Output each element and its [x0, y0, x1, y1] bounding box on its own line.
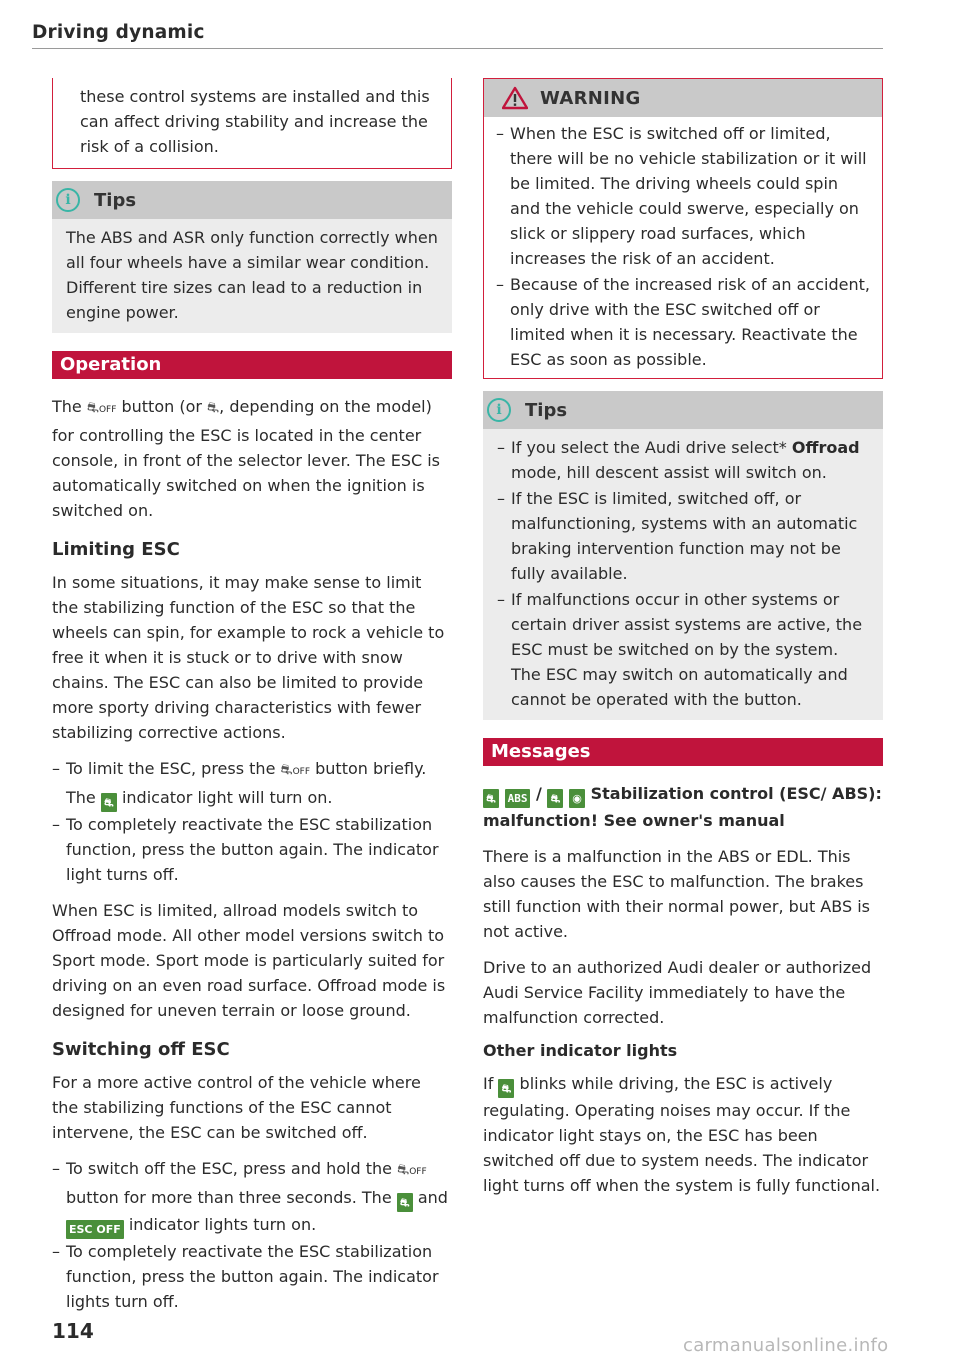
esc-off-indicator: ESC OFF: [66, 1220, 124, 1239]
list-item: – To completely reactivate the ESC stabilization function, press the button again. The indicator lights turn off.: [52, 1239, 452, 1314]
right-column: [483, 78, 883, 1209]
heading-limiting-esc: Limiting ESC: [52, 539, 180, 560]
esc-car-icon: ⛐: [86, 400, 99, 416]
message-title: ⛐ ABS / ⛐ ◉ Stabilization control (ESC/ ABS): malfunction! See owner's manual: [483, 784, 882, 830]
limiting-list: [52, 756, 452, 887]
list-item: – To completely reactivate the ESC stabilization function, press the button again. The indicator light turns off.: [52, 812, 452, 887]
esc-indicator-icon: ⛐: [101, 793, 117, 812]
esc-indicator-icon: ⛐: [498, 1079, 514, 1098]
message-paragraph: There is a malfunction in the ABS or EDL. This also causes the ESC to malfunction. The brakes still function with their normal power, but ABS is not active.: [483, 847, 870, 941]
tips-title: Tips: [94, 189, 137, 211]
list-item: – If you select the Audi drive select* Offroad mode, hill descent assist will switch on.: [497, 435, 871, 485]
warning-box: [483, 78, 883, 379]
tips-text: The ABS and ASR only function correctly when all four wheels have a similar wear condition. Different tire sizes can lead to a reduction in engine power.: [66, 228, 438, 322]
warning-continuation-text: these control systems are installed and this can affect driving stability and increase the risk of a collision.: [80, 87, 430, 156]
warning-triangle-icon: [502, 86, 528, 110]
watermark: carmanualsonline.info: [683, 1335, 889, 1356]
operation-paragraph: The ⛐OFF button (or ⛐, depending on the model) for controlling the ESC is located in the center console, in front of the selector lever. The ESC is automatically switched on when the ignition is switched on.: [52, 397, 441, 520]
list-item: – To switch off the ESC, press and hold the ⛐OFF button for more than three seconds. The ⛐ and ESC OFF indicator lights turn on.: [52, 1156, 452, 1239]
esc-car-icon: ⛐: [207, 400, 220, 416]
list-item: – If the ESC is limited, switched off, or malfunctioning, systems with an automatic braking intervention function may not be fully available.: [497, 486, 871, 586]
warning-title: WARNING: [540, 87, 641, 109]
limiting-paragraph: In some situations, it may make sense to limit the stabilizing function of the ESC so that the wheels can spin, for example to rock a vehicle to free it when it is stuck or to drive with snow chains. The ESC can also be limited to provide more sporty driving characteristics with fewer stabilizing corrective actions.: [52, 573, 445, 742]
switching-list: [52, 1156, 452, 1314]
tips-box: [483, 391, 883, 720]
esc-car-icon: ⛐: [280, 762, 293, 778]
abs-indicator-icon: ABS: [505, 789, 531, 808]
page-title: Driving dynamic: [32, 22, 205, 43]
esc-indicator-icon: ⛐: [397, 1193, 413, 1212]
warning-body: [484, 117, 882, 378]
list-item: – When the ESC is switched off or limited, there will be no vehicle stabilization or it will be limited. The driving wheels could spin and the vehicle could swerve, especially on slick or slippery road surfaces, which increases the risk of an accident.: [496, 121, 872, 271]
section-messages: Messages: [483, 738, 883, 766]
warning-continuation-box: [52, 78, 452, 169]
message-paragraph: Drive to an authorized Audi dealer or authorized Audi Service Facility immediately to have the malfunction corrected.: [483, 958, 872, 1027]
tips-body: [483, 429, 883, 720]
list-item: – To limit the ESC, press the ⛐OFF button briefly. The ⛐ indicator light will turn on.: [52, 756, 452, 812]
switching-paragraph: For a more active control of the vehicle where the stabilizing functions of the ESC cannot intervene, the ESC can be switched off.: [52, 1073, 421, 1142]
page-header: [32, 22, 883, 49]
esc-indicator-icon: ⛐: [547, 789, 563, 808]
list-item: – If malfunctions occur in other systems or certain driver assist systems are active, the ESC must be switched on by the system. The ESC may switch on automatically and cannot be operated with the button.: [497, 587, 871, 712]
info-icon: i: [56, 188, 80, 212]
page-number: 114: [52, 1319, 94, 1343]
tips-box: [52, 181, 452, 333]
esc-indicator-icon: ⛐: [483, 789, 499, 808]
list-item: – Because of the increased risk of an accident, only drive with the ESC switched off or limited when it is necessary. Reactivate the ESC as soon as possible.: [496, 272, 872, 372]
info-icon: i: [487, 398, 511, 422]
abs-circle-indicator-icon: ◉: [569, 789, 585, 808]
tips-title: Tips: [525, 399, 568, 421]
esc-car-icon: ⛐: [397, 1162, 410, 1178]
message-paragraph: If ⛐ blinks while driving, the ESC is actively regulating. Operating noises may occur. If the indicator light stays on, the ESC has been switched off due to system needs. The indicator light turns off when the system is fully functional.: [483, 1074, 881, 1195]
heading-switching-off-esc: Switching off ESC: [52, 1039, 230, 1060]
section-operation: Operation: [52, 351, 452, 379]
warning-header: [484, 79, 882, 117]
tips-header: [483, 391, 883, 429]
heading-other-indicator-lights: Other indicator lights: [483, 1041, 678, 1060]
left-column: [52, 78, 452, 1325]
limiting-modes-paragraph: When ESC is limited, allroad models switch to Offroad mode. All other model versions switch to Sport mode. Sport mode is particularly suited for driving on an even road surface. Offroad mode is designed for uneven terrain or loose ground.: [52, 901, 446, 1020]
tips-list: [497, 435, 871, 712]
warning-list: [496, 121, 872, 372]
tips-header: [52, 181, 452, 219]
tips-body: [52, 219, 452, 333]
